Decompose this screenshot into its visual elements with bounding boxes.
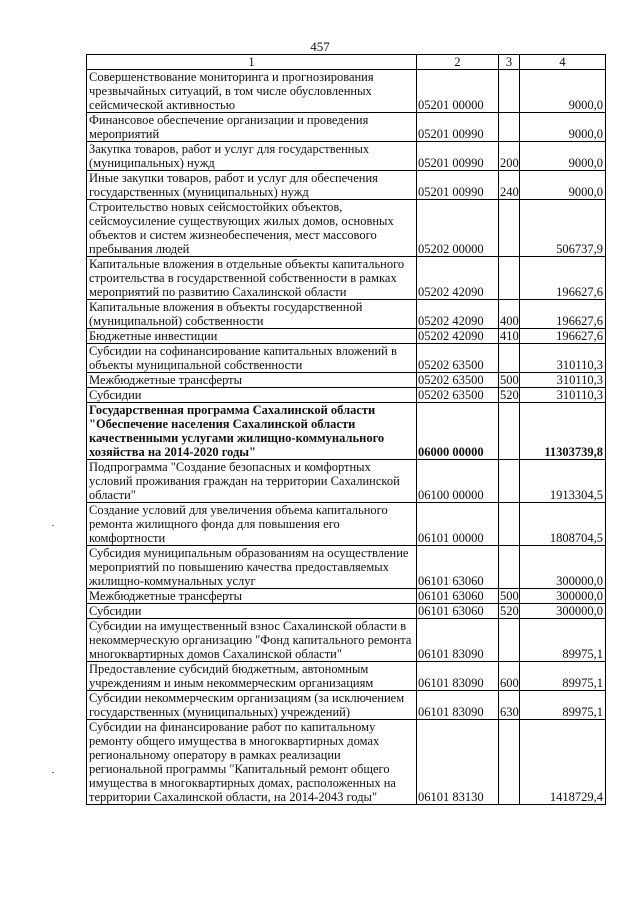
row-expense-type: 400 (499, 300, 520, 329)
row-expense-type (499, 503, 520, 546)
row-description: Межбюджетные трансферты (87, 373, 417, 388)
row-amount: 310110,3 (520, 344, 606, 373)
table-row (87, 619, 606, 662)
table-row (87, 329, 606, 344)
row-description: Межбюджетные трансферты (87, 589, 417, 604)
column-header-2: 2 (417, 55, 499, 70)
row-expense-type (499, 113, 520, 142)
row-expense-type: 520 (500, 604, 519, 618)
row-amount: 506737,9 (520, 200, 606, 257)
row-expense-type: 630 (499, 691, 520, 720)
row-description: Субсидии на финансирование работ по капитальному ремонту общего имущества в многоквартирных домах региональному оператору в рамках реализации региональной программы "Капитальный ремонт общего имущества в многоквартирных домах, расположенных на территории Сахалинской области, на 2014-2043 годы" (87, 720, 417, 805)
row-amount: 1808704,5 (520, 503, 606, 546)
row-amount: 1913304,5 (520, 460, 606, 503)
row-expense-type: 410 (500, 329, 519, 343)
row-expense-type (499, 344, 520, 373)
row-expense-type (499, 70, 520, 113)
row-code: 06101 83090 (417, 662, 499, 691)
scan-mark (52, 772, 54, 773)
row-amount: 310110,3 (520, 373, 606, 388)
row-code: 05201 00990 (417, 142, 499, 171)
row-code: 05202 63500 (417, 388, 499, 403)
row-expense-type: 200 (499, 142, 520, 171)
row-description: Строительство новых сейсмостойких объектов, сейсмоусиление существующих жилых домов, основных объектов и систем жизнеобеспечения, мест массового пребывания людей (87, 200, 417, 257)
row-amount: 89975,1 (520, 662, 606, 691)
row-amount: 300000,0 (520, 604, 606, 619)
row-amount: 9000,0 (520, 70, 606, 113)
row-code: 06000 00000 (417, 403, 499, 460)
table-row (87, 200, 606, 257)
table-row (87, 503, 606, 546)
table-row (87, 142, 606, 171)
row-expense-type: 600 (499, 662, 520, 691)
row-expense-type (499, 720, 520, 805)
row-description: Государственная программа Сахалинской области "Обеспечение населения Сахалинской области качественными услугами жилищно-коммунального хозяйства на 2014-2020 годы" (87, 403, 417, 460)
row-code: 05201 00990 (417, 113, 499, 142)
table-row (87, 257, 606, 300)
row-code: 06101 63060 (417, 546, 499, 589)
row-code: 05202 42090 (417, 300, 499, 329)
row-description: Бюджетные инвестиции (87, 329, 417, 344)
row-description: Субсидии на софинансирование капитальных вложений в объекты муниципальной собственности (87, 344, 417, 373)
row-code: 05202 63500 (417, 344, 499, 373)
row-code: 05202 42090 (417, 257, 499, 300)
budget-table (86, 54, 606, 805)
column-header-3: 3 (499, 55, 520, 70)
row-amount: 196627,6 (520, 300, 606, 329)
row-description: Субсидии (87, 388, 417, 403)
table-row (87, 388, 606, 403)
row-amount: 1418729,4 (520, 720, 606, 805)
table-row (87, 691, 606, 720)
row-description: Иные закупки товаров, работ и услуг для обеспечения государственных (муниципальных) нужд (87, 171, 417, 200)
row-description: Предоставление субсидий бюджетным, автономным учреждениям и иным некоммерческим организациям (87, 662, 417, 691)
row-code: 06101 00000 (417, 503, 499, 546)
row-expense-type (499, 619, 520, 662)
row-code: 05201 00000 (417, 70, 499, 113)
row-description: Создание условий для увеличения объема капитального ремонта жилищного фонда для повышения его комфортности (87, 503, 417, 546)
row-description: Субсидия муниципальным образованиям на осуществление мероприятий по повышению качества предоставляемых жилищно-коммунальных услуг (87, 546, 417, 589)
row-description: Капитальные вложения в отдельные объекты капитального строительства в государственной собственности в рамках мероприятий по развитию Сахалинской области (87, 257, 417, 300)
row-description: Субсидии некоммерческим организациям (за исключением государственных (муниципальных) учреждений) (87, 691, 417, 720)
row-description: Подпрограмма "Создание безопасных и комфортных условий проживания граждан на территории Сахалинской области" (87, 460, 417, 503)
row-amount: 9000,0 (520, 113, 606, 142)
row-expense-type (499, 546, 520, 589)
column-header-row (87, 55, 606, 70)
row-expense-type: 500 (500, 589, 519, 603)
row-description: Субсидии (87, 604, 417, 619)
table-row (87, 460, 606, 503)
column-header-4: 4 (520, 55, 606, 70)
row-expense-type (499, 257, 520, 300)
row-code: 06100 00000 (417, 460, 499, 503)
row-code: 06101 83090 (417, 691, 499, 720)
table-row (87, 546, 606, 589)
column-header-1: 1 (87, 55, 417, 70)
row-amount: 300000,0 (520, 589, 606, 604)
row-code: 06101 83130 (417, 720, 499, 805)
page-number: 457 (310, 39, 330, 54)
table-row (87, 113, 606, 142)
row-description: Совершенствование мониторинга и прогнозирования чрезвычайных ситуаций, в том числе обусловленных сейсмической активностью (87, 70, 417, 113)
table-row (87, 373, 606, 388)
row-code: 05202 63500 (417, 373, 499, 388)
row-expense-type: 520 (500, 388, 519, 402)
row-amount: 9000,0 (520, 171, 606, 200)
row-code: 05201 00990 (417, 171, 499, 200)
row-description: Субсидии на имущественный взнос Сахалинской области в некоммерческую организацию "Фонд капитального ремонта многоквартирных домов Сахалинской области" (87, 619, 417, 662)
row-amount: 196627,6 (520, 257, 606, 300)
table-row (87, 70, 606, 113)
row-expense-type: 240 (499, 171, 520, 200)
table-row (87, 344, 606, 373)
row-code: 05202 00000 (417, 200, 499, 257)
table-row (87, 604, 606, 619)
row-description: Капитальные вложения в объекты государственной (муниципальной) собственности (87, 300, 417, 329)
row-code: 06101 63060 (417, 604, 499, 619)
table-row (87, 720, 606, 805)
row-code: 05202 42090 (417, 329, 499, 344)
table-row (87, 403, 606, 460)
row-amount: 89975,1 (520, 619, 606, 662)
row-code: 06101 83090 (417, 619, 499, 662)
scan-mark (52, 525, 54, 526)
table-row (87, 662, 606, 691)
row-expense-type (499, 200, 520, 257)
row-expense-type (499, 460, 520, 503)
row-code: 06101 63060 (417, 589, 499, 604)
table-row (87, 171, 606, 200)
row-description: Закупка товаров, работ и услуг для государственных (муниципальных) нужд (87, 142, 417, 171)
row-amount: 89975,1 (520, 691, 606, 720)
row-amount: 300000,0 (520, 546, 606, 589)
row-expense-type: 500 (500, 373, 519, 387)
table-row (87, 300, 606, 329)
row-expense-type (499, 403, 520, 460)
row-description: Финансовое обеспечение организации и проведения мероприятий (87, 113, 417, 142)
row-amount: 310110,3 (520, 388, 606, 403)
table-row (87, 589, 606, 604)
row-amount: 9000,0 (520, 142, 606, 171)
row-amount: 11303739,8 (520, 403, 606, 460)
row-amount: 196627,6 (520, 329, 606, 344)
